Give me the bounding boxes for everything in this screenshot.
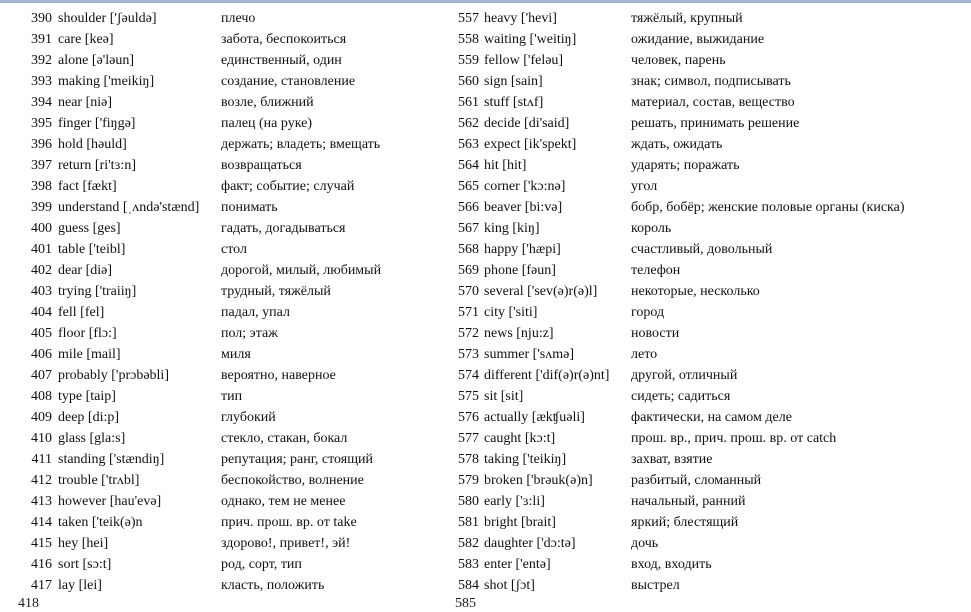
vocab-entry xyxy=(455,575,971,596)
entry-word: finger ['fiŋgə] xyxy=(58,116,136,131)
entry-number: 413 xyxy=(31,494,52,509)
vocab-entry xyxy=(455,323,971,344)
entry-word: near [niə] xyxy=(58,95,113,110)
vocab-entry xyxy=(455,92,971,113)
entry-number: 562 xyxy=(458,116,479,131)
entry-translation: ударять; поражать xyxy=(631,158,740,173)
entry-number: 570 xyxy=(458,284,479,299)
entry-number: 395 xyxy=(31,116,52,131)
entry-word: different ['dif(ə)r(ə)nt] xyxy=(484,368,610,383)
entry-number: 409 xyxy=(31,410,52,425)
entry-word: sit [sit] xyxy=(484,389,524,404)
vocab-entry xyxy=(0,533,455,554)
entry-number: 392 xyxy=(31,53,52,68)
entry-translation: тип xyxy=(221,389,243,404)
vocab-entry xyxy=(455,134,971,155)
cutoff-number: 418 xyxy=(18,596,39,611)
entry-number: 394 xyxy=(31,95,52,110)
vocab-entry xyxy=(455,449,971,470)
vocab-entry xyxy=(455,302,971,323)
entry-number: 568 xyxy=(458,242,479,257)
entry-translation: лето xyxy=(631,347,658,362)
entry-word: mile [mail] xyxy=(58,347,121,362)
entry-number: 402 xyxy=(31,263,52,278)
entry-word: happy ['hæpi] xyxy=(484,242,561,257)
entry-word: shot [ʃɔt] xyxy=(484,578,535,593)
vocab-entry xyxy=(0,239,455,260)
entry-translation: стол xyxy=(221,242,247,257)
entry-translation: глубокий xyxy=(221,410,276,425)
entry-translation: вход, входить xyxy=(631,557,712,572)
entry-number: 577 xyxy=(458,431,479,446)
entry-word: actually [ækʧuəli] xyxy=(484,410,585,425)
entry-translation: новости xyxy=(631,326,680,341)
entry-number: 412 xyxy=(31,473,52,488)
entry-translation: забота, беспокоиться xyxy=(221,32,347,47)
top-border xyxy=(0,0,971,3)
entry-translation: здорово!, привет!, эй! xyxy=(221,536,351,551)
entry-number: 417 xyxy=(31,578,52,593)
entry-word: type [taip] xyxy=(58,389,116,404)
entry-word: hey [hei] xyxy=(58,536,109,551)
entry-translation: знак; символ, подписывать xyxy=(631,74,791,89)
entry-word: fact [fækt] xyxy=(58,179,117,194)
vocab-entry xyxy=(0,449,455,470)
entry-word: however [hau'evə] xyxy=(58,494,162,509)
entry-word: king [kiŋ] xyxy=(484,221,540,236)
vocab-entry xyxy=(455,197,971,218)
entry-translation: ждать, ожидать xyxy=(631,137,723,152)
entry-translation: телефон xyxy=(631,263,681,278)
vocab-entry xyxy=(455,239,971,260)
entry-translation: выстрел xyxy=(631,578,680,593)
entry-number: 416 xyxy=(31,557,52,572)
entry-word: table ['teibl] xyxy=(58,242,126,257)
vocab-entry xyxy=(0,134,455,155)
entry-word: trouble ['trʌbl] xyxy=(58,473,140,488)
entry-number: 403 xyxy=(31,284,52,299)
entry-translation: материал, состав, вещество xyxy=(631,95,795,110)
entry-translation: фактически, на самом деле xyxy=(631,410,792,425)
vocab-entry xyxy=(0,71,455,92)
entry-translation: другой, отличный xyxy=(631,368,738,383)
entry-word: floor [flɔ:] xyxy=(58,326,117,341)
entry-number: 580 xyxy=(458,494,479,509)
vocab-entry xyxy=(0,29,455,50)
entry-number: 571 xyxy=(458,305,479,320)
entry-number: 563 xyxy=(458,137,479,152)
entry-number: 391 xyxy=(31,32,52,47)
entry-translation: начальный, ранний xyxy=(631,494,746,509)
entry-translation: король xyxy=(631,221,672,236)
entry-number: 578 xyxy=(458,452,479,467)
vocab-entry xyxy=(455,365,971,386)
vocab-entry xyxy=(0,260,455,281)
entry-word: summer ['sʌmə] xyxy=(484,347,575,362)
entry-translation: решать, принимать решение xyxy=(631,116,800,131)
entry-translation: вероятно, наверное xyxy=(221,368,336,383)
vocab-entry xyxy=(0,50,455,71)
entry-number: 584 xyxy=(458,578,479,593)
vocab-entry xyxy=(455,491,971,512)
vocab-entry xyxy=(0,281,455,302)
entry-word: fell [fel] xyxy=(58,305,105,320)
entry-number: 557 xyxy=(458,11,479,26)
entry-word: beaver [bi:və] xyxy=(484,200,563,215)
entry-translation: человек, парень xyxy=(631,53,726,68)
entry-number: 560 xyxy=(458,74,479,89)
entry-number: 583 xyxy=(458,557,479,572)
entry-word: hit [hit] xyxy=(484,158,527,173)
entry-number: 576 xyxy=(458,410,479,425)
entry-translation: факт; событие; случай xyxy=(221,179,355,194)
entry-word: alone [ə'ləun] xyxy=(58,53,134,68)
entry-number: 574 xyxy=(458,368,479,383)
entry-number: 559 xyxy=(458,53,479,68)
entry-translation: яркий; блестящий xyxy=(631,515,739,530)
entry-number: 399 xyxy=(31,200,52,215)
entry-translation: прош. вр., прич. прош. вр. от catch xyxy=(631,431,837,446)
entry-translation: возвращаться xyxy=(221,158,302,173)
entry-translation: ожидание, выжидание xyxy=(631,32,765,47)
entry-number: 415 xyxy=(31,536,52,551)
entry-number: 575 xyxy=(458,389,479,404)
entry-number: 410 xyxy=(31,431,52,446)
entry-translation: плечо xyxy=(221,11,256,26)
cutoff-number: 585 xyxy=(455,596,476,611)
entry-number: 569 xyxy=(458,263,479,278)
entry-word: heavy ['hevi] xyxy=(484,11,557,26)
entry-translation: создание, становление xyxy=(221,74,356,89)
vocab-entry xyxy=(0,365,455,386)
entry-number: 558 xyxy=(458,32,479,47)
vocab-entry xyxy=(0,575,455,596)
vocab-entry xyxy=(455,386,971,407)
vocab-entry xyxy=(0,92,455,113)
vocab-entry xyxy=(455,155,971,176)
entry-number: 581 xyxy=(458,515,479,530)
entry-word: fellow ['feləu] xyxy=(484,53,564,68)
entry-translation: счастливый, довольный xyxy=(631,242,773,257)
entry-number: 406 xyxy=(31,347,52,362)
entry-translation: дорогой, милый, любимый xyxy=(221,263,382,278)
entry-word: glass [gla:s] xyxy=(58,431,126,446)
entry-translation: репутация; ранг, стоящий xyxy=(221,452,373,467)
entry-word: decide [di'said] xyxy=(484,116,570,131)
entry-word: waiting ['weitiŋ] xyxy=(484,32,577,47)
entry-translation: некоторые, несколько xyxy=(631,284,760,299)
cutoff-row-left xyxy=(18,596,39,611)
entry-translation: единственный, один xyxy=(221,53,342,68)
entry-translation: беспокойство, волнение xyxy=(221,473,364,488)
entry-translation: тяжёлый, крупный xyxy=(631,11,743,26)
entry-word: care [keə] xyxy=(58,32,114,47)
entry-word: deep [di:p] xyxy=(58,410,120,425)
entry-translation: бобр, бобёр; женские половые органы (киска) xyxy=(631,200,905,215)
vocab-entry xyxy=(0,197,455,218)
vocab-entry xyxy=(0,323,455,344)
entry-translation: захват, взятие xyxy=(631,452,713,467)
vocab-entry xyxy=(455,260,971,281)
entry-number: 573 xyxy=(458,347,479,362)
vocab-entry xyxy=(455,554,971,575)
entry-word: corner ['kɔ:nə] xyxy=(484,179,566,194)
entry-word: sort [sɔ:t] xyxy=(58,557,112,572)
entry-word: early ['ɜ:li] xyxy=(484,494,545,509)
entry-number: 565 xyxy=(458,179,479,194)
vocab-entry xyxy=(455,344,971,365)
entry-number: 397 xyxy=(31,158,52,173)
entry-translation: гадать, догадываться xyxy=(221,221,346,236)
entry-number: 404 xyxy=(31,305,52,320)
entry-translation: дочь xyxy=(631,536,659,551)
vocab-entry xyxy=(0,512,455,533)
entry-translation: трудный, тяжёлый xyxy=(221,284,331,299)
entry-translation: род, сорт, тип xyxy=(221,557,302,572)
entry-word: understand [ˌʌndə'stænd] xyxy=(58,200,200,215)
cutoff-row-right xyxy=(455,596,476,611)
entry-number: 408 xyxy=(31,389,52,404)
vocab-entry xyxy=(455,512,971,533)
entry-word: standing ['stændiŋ] xyxy=(58,452,165,467)
entry-translation: падал, упал xyxy=(221,305,290,320)
entry-translation: угол xyxy=(631,179,658,194)
entry-word: expect [ik'spekt] xyxy=(484,137,577,152)
vocab-entry xyxy=(455,176,971,197)
vocab-entry xyxy=(0,554,455,575)
entry-word: several ['sev(ə)r(ə)l] xyxy=(484,284,598,299)
vocab-entry xyxy=(455,8,971,29)
entry-word: shoulder ['ʃəuldə] xyxy=(58,11,157,26)
entry-translation: прич. прош. вр. от take xyxy=(221,515,357,530)
entry-translation: палец (на руке) xyxy=(221,116,313,131)
vocab-entry xyxy=(0,470,455,491)
entry-number: 401 xyxy=(31,242,52,257)
vocab-entry xyxy=(0,428,455,449)
entry-word: caught [kɔ:t] xyxy=(484,431,556,446)
entry-translation: возле, ближний xyxy=(221,95,314,110)
entry-number: 414 xyxy=(31,515,52,530)
entry-word: news [nju:z] xyxy=(484,326,554,341)
entry-word: taking ['teikiŋ] xyxy=(484,452,567,467)
entry-number: 396 xyxy=(31,137,52,152)
entry-translation: миля xyxy=(221,347,251,362)
entry-translation: понимать xyxy=(221,200,278,215)
entry-translation: пол; этаж xyxy=(221,326,278,341)
entry-word: guess [ges] xyxy=(58,221,121,236)
vocab-entry xyxy=(0,386,455,407)
entry-translation: класть, положить xyxy=(221,578,325,593)
vocab-entry xyxy=(455,218,971,239)
entry-number: 400 xyxy=(31,221,52,236)
entry-number: 393 xyxy=(31,74,52,89)
entry-translation: разбитый, сломанный xyxy=(631,473,762,488)
entry-number: 561 xyxy=(458,95,479,110)
vocab-entry xyxy=(455,29,971,50)
vocab-entry xyxy=(0,302,455,323)
entry-number: 572 xyxy=(458,326,479,341)
entry-word: sign [sain] xyxy=(484,74,543,89)
entry-number: 405 xyxy=(31,326,52,341)
entry-word: probably ['prɔbəbli] xyxy=(58,368,169,383)
entry-word: hold [həuld] xyxy=(58,137,127,152)
vocab-entry xyxy=(0,155,455,176)
entry-word: trying ['traiiŋ] xyxy=(58,284,137,299)
entry-word: stuff [stʌf] xyxy=(484,95,544,110)
entry-number: 407 xyxy=(31,368,52,383)
entry-translation: сидеть; садиться xyxy=(631,389,731,404)
entry-number: 582 xyxy=(458,536,479,551)
vocab-entry xyxy=(455,533,971,554)
entry-number: 411 xyxy=(31,452,52,467)
entry-word: broken ['brəuk(ə)n] xyxy=(484,473,593,488)
vocab-entry xyxy=(0,344,455,365)
entry-word: return [ri'tɜ:n] xyxy=(58,158,136,173)
entry-translation: держать; владеть; вмещать xyxy=(221,137,381,152)
vocabulary-column-left xyxy=(0,8,455,596)
entry-number: 564 xyxy=(458,158,479,173)
entry-translation: город xyxy=(631,305,665,320)
entry-word: taken ['teik(ə)n xyxy=(58,515,143,530)
vocab-entry xyxy=(0,218,455,239)
entry-word: enter ['entə] xyxy=(484,557,551,572)
entry-word: bright [brait] xyxy=(484,515,556,530)
vocab-entry xyxy=(455,71,971,92)
vocab-entry xyxy=(455,113,971,134)
vocab-entry xyxy=(0,491,455,512)
entry-word: lay [lei] xyxy=(58,578,102,593)
entry-word: city ['siti] xyxy=(484,305,538,320)
entry-word: making ['meikiŋ] xyxy=(58,74,155,89)
entry-number: 579 xyxy=(458,473,479,488)
entry-number: 390 xyxy=(31,11,52,26)
vocab-entry xyxy=(455,407,971,428)
entry-word: phone [fəun] xyxy=(484,263,556,278)
vocab-entry xyxy=(455,428,971,449)
vocab-entry xyxy=(0,8,455,29)
vocab-entry xyxy=(455,470,971,491)
entry-translation: однако, тем не менее xyxy=(221,494,346,509)
vocab-entry xyxy=(455,50,971,71)
entry-number: 398 xyxy=(31,179,52,194)
entry-number: 566 xyxy=(458,200,479,215)
entry-word: dear [diə] xyxy=(58,263,113,278)
vocabulary-column-right xyxy=(455,8,971,596)
vocab-entry xyxy=(455,281,971,302)
vocab-entry xyxy=(0,113,455,134)
entry-translation: стекло, стакан, бокал xyxy=(221,431,348,446)
vocab-entry xyxy=(0,176,455,197)
entry-word: daughter ['dɔ:tə] xyxy=(484,536,576,551)
entry-number: 567 xyxy=(458,221,479,236)
vocab-entry xyxy=(0,407,455,428)
